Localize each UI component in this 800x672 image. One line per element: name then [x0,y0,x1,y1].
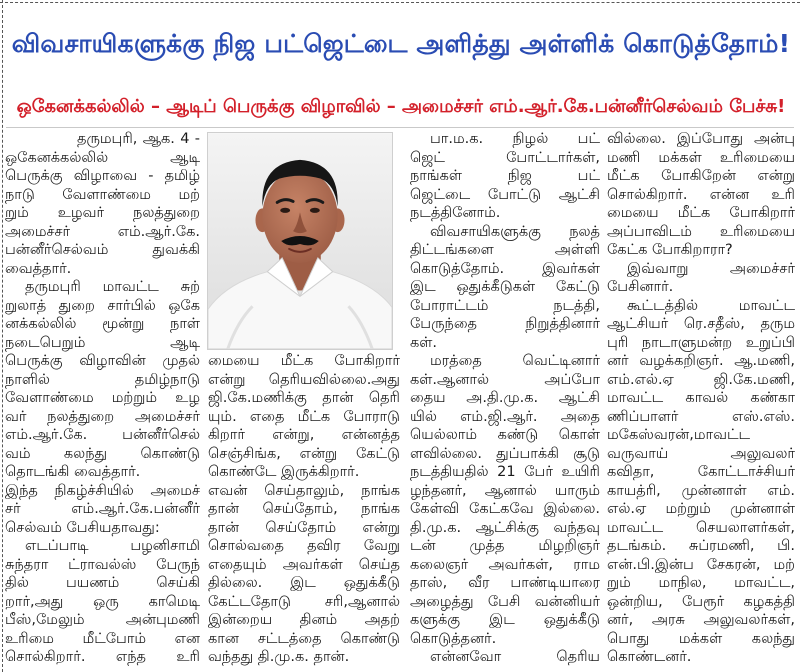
article-text-line: மகேஸ்வரன்,மாவட்ட [607,427,751,443]
article-text-line: நடத்தினோம். [410,205,501,221]
article-text-line: பொது மக்கள் கலந்து [607,630,795,647]
article-text-line: அமைச்சர் எம்.ஆர்.கே. [5,223,200,240]
article-text-line: வேளாண்மை மற்றும் உழ [5,390,200,406]
article-text-line: கலைஞர் அவர்கள், ராம [410,556,600,573]
article-text-line: கவிதா, கோட்டாச்சியர் [607,464,795,480]
clipping-left-dashed-border [2,0,3,672]
article-text-line: எம்.ஆர்.கே. பன்னீர்செல் [5,427,200,443]
article-text-line: களுக்கு இட ஒதுக்கீடு [410,612,600,628]
article-text-line: என்னவோ தெரிய [430,649,600,665]
article-text-line: கூட்டத்தில் மாவட்ட [627,297,795,314]
article-text-line: யும். எதை மீட்க போராடு [208,408,400,425]
article-text-line: தில்லை. இட ஒதுக்கீடு [208,575,400,591]
article-text-line: பீஸ்,மேலும் அன்புமணி [5,612,200,628]
headline: விவசாயிகளுக்கு நிஜ பட்ஜெட்டை அளித்து அள்ளிக் கொடுத்தோம்! [11,29,791,58]
article-text-line: கான சட்டத்தை கொண்டு [208,630,400,647]
article-text-line: நாங்கள் நிஜ பட் [410,168,600,184]
article-text-line: மையை மீட்க போகிறார் [208,353,400,369]
article-text-line: சுந்தரா ட்ராவல்ஸ் பேருந் [5,556,200,573]
article-text-line: கொண்டனர். [607,649,692,665]
article-text-line: ஜெட் போட்டார்கள், [410,149,600,166]
article-text-line: எடப்பாடி பழனிசாமி [25,538,200,554]
article-text-line: ஜெட்டை போட்டு ஆட்சி [410,186,600,203]
article-text-line: தருமபுரி மாவட்ட சுற் [25,279,200,295]
article-text-line: தான் செய்தோம், நாங்க [208,501,400,517]
article-text-line: எம்.எல்.ஏ ஜி.கே.மணி, [607,371,795,388]
article-text-line: என்று தெரியவில்லை.அது [208,371,400,388]
article-text-line: தான் செய்தோம் என்று [208,519,400,536]
article-text-line: ழந்தனர், ஆனால் யாரும் [410,482,600,499]
article-text-line: கள்.ஆனால் அப்போ [410,371,600,388]
article-text-line: ளவில்லை. துப்பாக்கி சூடு [410,445,600,462]
article-text-line: றுலாத் துறை சார்பில் ஒகே [5,297,200,314]
article-text-line: செல்வம் பேசியதாவது: [5,519,160,536]
article-text-line: றும் மாநில, மாவட்ட, [607,575,795,591]
article-text-line: வைத்தார். [5,260,72,277]
article-text-line: மரத்தை வெட்டினார் [430,353,600,369]
article-text-line: கேட்டதோடு சரி,ஆனால் [208,593,400,610]
article-text-line: என்.பி.இன்ப சேகரன், மற் [607,556,795,573]
article-column-1 [5,130,200,667]
article-text-line: மாவட்ட செயலாளர்கள், [607,519,795,536]
article-text-line: சொல்வதை தவிர வேறு [208,538,400,554]
article-text-line: விவசாயிகளுக்கு நலத் [430,223,600,240]
article-text-line: இன்றைய தினம் அதற் [208,612,400,628]
article-text-line: சர் எம்.ஆர்.கே.பன்னீர் [5,501,200,517]
subheadline: ஒகேனக்கல்லில் – ஆடிப் பெருக்கு விழாவில் – அமைச்சர் எம்.ஆர்.கே.பன்னீர்செல்வம் பேச்சு! [16,96,786,117]
article-text-line: யெல்லாம் கண்டு கொள் [410,427,600,443]
article-text-line: டன் முத்த மிழறிஞர் [410,538,600,554]
clipping-top-dashed-border [0,2,800,3]
article-text-line: மையை மீட்க போகிறார் [607,205,795,221]
article-text-line: கேள்வி கேட்கவே இல்லை. [410,501,600,517]
article-text-line: எவன் செய்தாலும், நாங்க [208,482,400,499]
article-text-line: பேருந்தை நிறுத்தினார் [410,316,600,332]
article-text-line: ஒன்றிய, பேரூர் கழகத்தி [607,593,795,610]
article-text-line: எதையும் அவர்கள் செய்த [208,556,400,573]
article-text-line: மணி மக்கள் உரிமையை [607,149,795,166]
article-text-line: காயத்ரி, முன்னாள் எம். [607,482,795,499]
article-text-line: இட ஒதுக்கீடுகள் கேட்டு [410,279,600,295]
article-text-line: வர் நலத்துறை அமைச்சர் [5,408,200,425]
article-text-line: பன்னீர்செல்வம் துவக்கி [5,242,200,258]
article-text-line: கொடுத்தனர். [410,630,497,647]
article-text-line: ஆட்சியர் ரெ.சதீஸ், தரும [607,316,795,332]
article-text-line: பெருக்கு விழாவின் முதல் [5,353,200,369]
article-text-line: சொல்கிறார். எந்த உரி [5,649,200,665]
article-text-line: னக்கல்லில் மூன்று நாள் [5,316,200,332]
article-text-line: நடத்தியதில் 21 பேர் உயிரி [410,464,600,480]
article-text-line: ணிப்பாளர் எஸ்.எஸ். [607,408,795,425]
article-text-line: தி.மு.க. ஆட்சிக்கு வந்தவு [410,519,600,536]
article-text-line: வம் கலந்து கொண்டு [5,445,200,462]
article-text-line: நாடு வேளாண்மை மற் [5,186,200,203]
article-text-line: திட்டங்களை அள்ளி [410,242,600,258]
article-text-line: இவ்வாறு அமைச்சர் [627,260,795,277]
article-text-line: கிறார் என்று, என்னத்த [208,427,400,443]
article-text-line: இந்த நிகழ்ச்சியில் அமைச் [5,482,200,499]
article-text-line: றார்,அது ஒரு காமெடி [5,593,200,610]
article-text-line: அழைத்து பேசி வன்னியர் [410,593,600,610]
article-text-line: மீட்க போகிறேன் என்று [607,168,795,184]
article-text-line: அப்பாவிடம் உரிமையை [607,223,795,240]
article-text-line: வருவாய் அலுவலர் [607,445,795,462]
article-text-line: றும் உழவர் நலத்துறை [5,205,200,221]
article-text-line: தடங்கம். சுப்ரமணி, பி. [607,538,795,554]
article-column-4 [607,130,795,667]
article-text-line: னர் வழக்கறிஞர். ஆ.மணி, [607,353,795,369]
article-text-line: வந்தது தி.மு.க. தான். [208,649,350,665]
minister-photo [207,132,393,350]
article-text-line: சொல்கிறார். என்ன உரி [607,186,795,203]
article-text-line: தைய அ.தி.மு.க. ஆட்சி [410,390,600,406]
article-text-line: கொண்டே இருக்கிறார். [208,464,360,480]
article-text-line: புரி நாடாளுமன்ற உறுப்பி [607,334,795,351]
article-text-line: னர், அரசு அலுவலர்கள், [607,612,795,628]
article-text-line: பெருக்கு விழாவை - தமிழ் [5,168,200,184]
article-text-line: ஒகேனக்கல்லில் ஆடி [5,149,200,166]
article-text-line: யில் எம்.ஜி.ஆர். அதை [410,408,600,425]
article-column-2 [208,352,400,667]
article-text-line: நாளில் தமிழ்நாடு [5,371,200,388]
article-text-line: மாவட்ட காவல் கண்கா [607,390,795,406]
article-text-line: தில் பயணம் செய்கி [5,575,200,591]
article-text-line: கேட்க போகிறாரா? [607,242,733,258]
headline-divider [6,127,794,128]
article-text-line: கொடுத்தோம். இவர்கள் [410,260,600,277]
article-text-line: தாஸ், வீர பாண்டியாரை [410,575,600,591]
article-text-line: செஞ்சிங்க, என்று கேட்டு [208,445,400,462]
article-text-line: கள். [410,334,437,351]
article-text-line: உரிமை மீட்போம் என [5,630,200,647]
article-text-line: பேசினார். [607,279,674,295]
article-text-line: போராட்டம் நடத்தி, [410,297,600,314]
article-column-3 [410,130,600,667]
article-text-line: தொடங்கி வைத்தார். [5,464,141,480]
article-text-line: நடைபெறும் ஆடி [5,334,200,351]
article-text-line: ஜி.கே.மணிக்கு தான் தெரி [208,390,400,406]
article-text-line: பா.ம.க. நிழல் பட் [430,131,600,147]
dateline: தருமபுரி, ஆக. 4 - [77,131,200,147]
article-text-line: வில்லை. இப்போது அன்பு [607,131,795,147]
article-text-line: எல்.ஏ மற்றும் முன்னாள் [607,501,795,517]
